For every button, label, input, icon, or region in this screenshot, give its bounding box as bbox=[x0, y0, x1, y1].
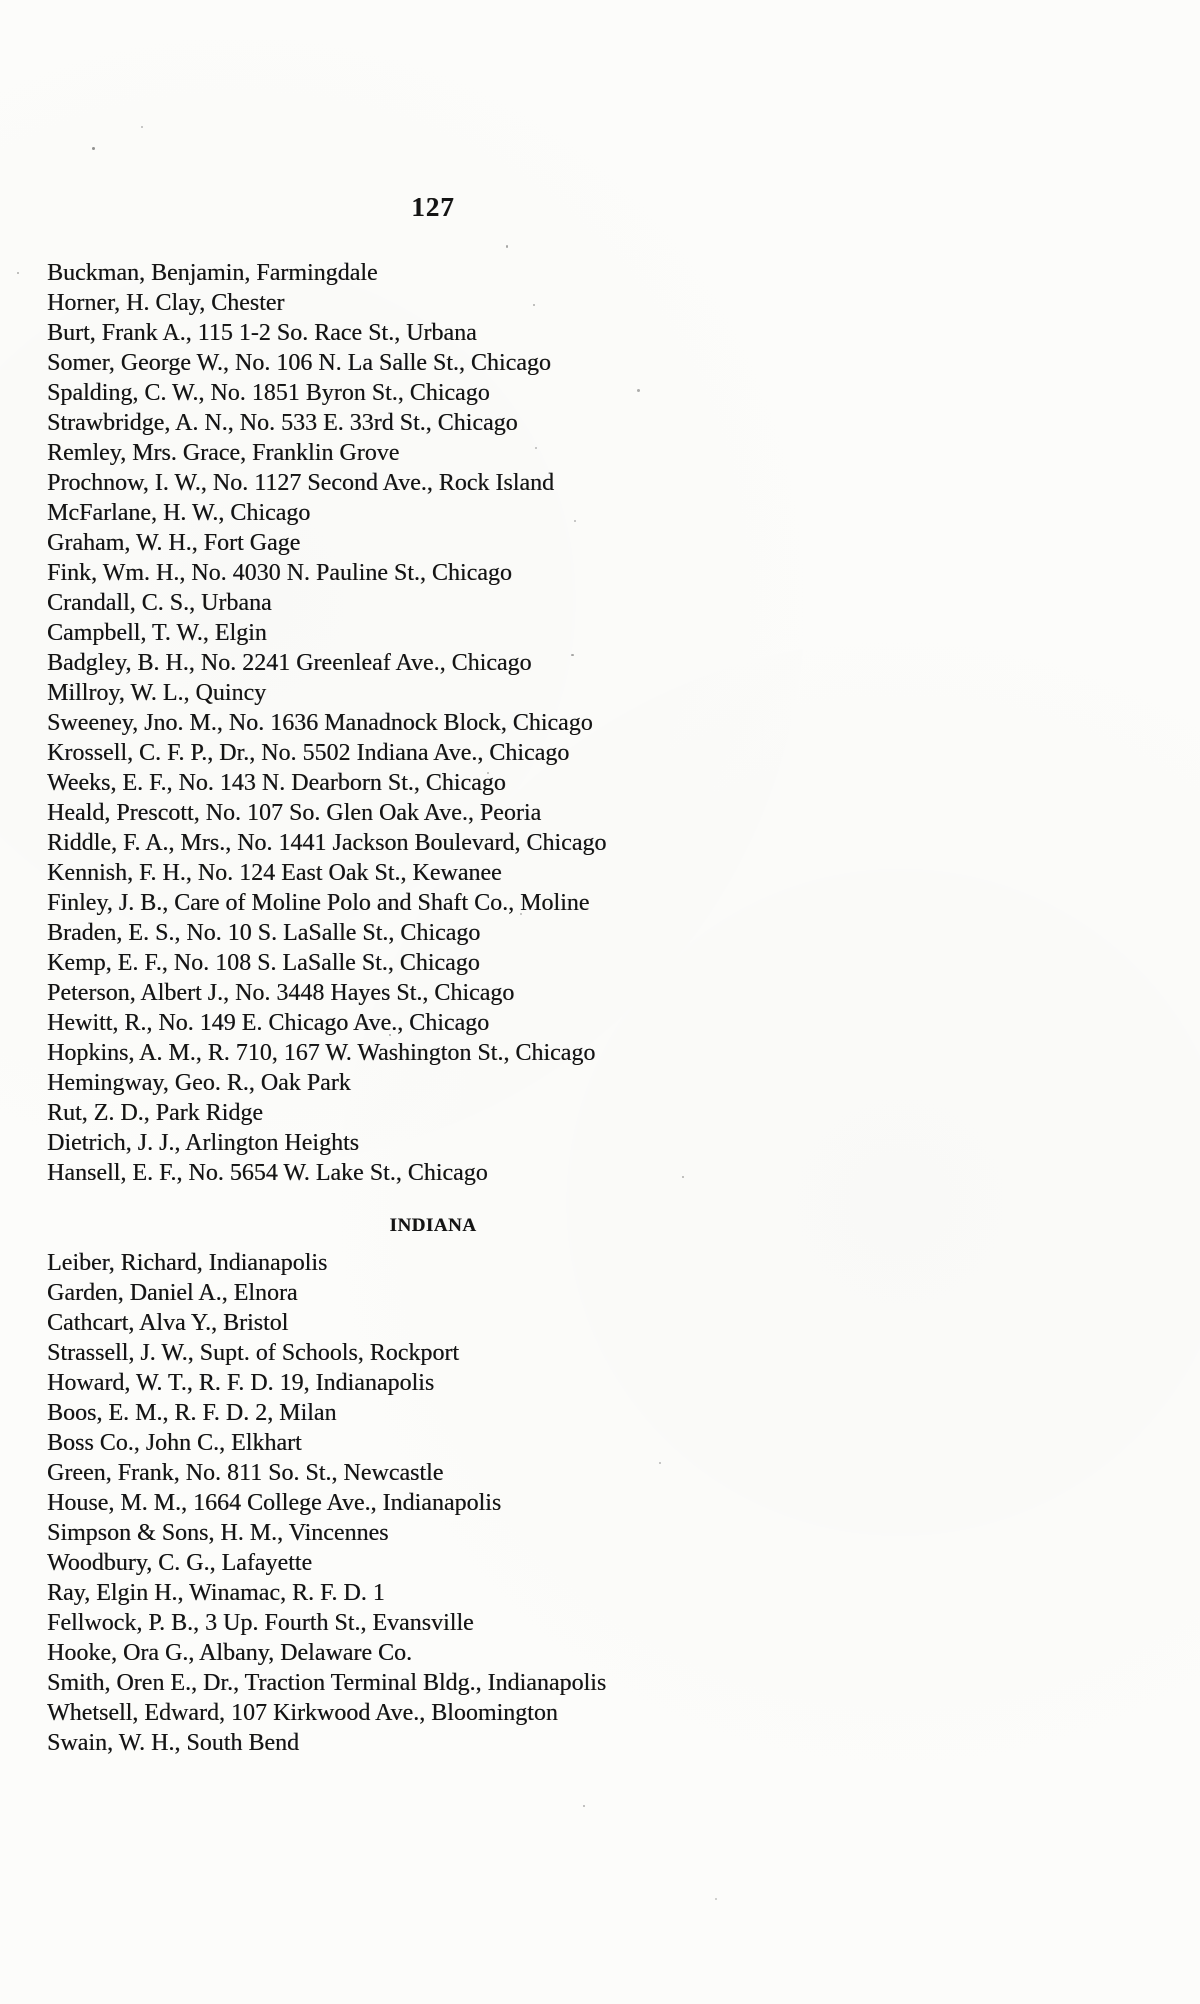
scan-speck bbox=[506, 245, 508, 248]
directory-entry: Millroy, W. L., Quincy bbox=[47, 680, 267, 706]
directory-entry: Cathcart, Alva Y., Bristol bbox=[47, 1310, 289, 1336]
scan-speck bbox=[487, 772, 489, 774]
scan-speck bbox=[574, 520, 576, 522]
directory-entry: Hansell, E. F., No. 5654 W. Lake St., Chicago bbox=[47, 1160, 488, 1186]
directory-entry: Green, Frank, No. 811 So. St., Newcastle bbox=[47, 1460, 444, 1486]
directory-entry: Strawbridge, A. N., No. 533 E. 33rd St., Chicago bbox=[47, 410, 518, 436]
directory-entry: Kennish, F. H., No. 124 East Oak St., Kewanee bbox=[47, 860, 502, 886]
directory-entry: Finley, J. B., Care of Moline Polo and Shaft Co., Moline bbox=[47, 890, 590, 916]
scan-speck bbox=[520, 913, 522, 915]
directory-entry: Whetsell, Edward, 107 Kirkwood Ave., Bloomington bbox=[47, 1700, 558, 1726]
directory-entry: Woodbury, C. G., Lafayette bbox=[47, 1550, 313, 1576]
directory-entry: Buckman, Benjamin, Farmingdale bbox=[47, 260, 378, 286]
directory-entry: Hooke, Ora G., Albany, Delaware Co. bbox=[47, 1640, 413, 1666]
directory-entry: Crandall, C. S., Urbana bbox=[47, 590, 272, 616]
directory-entry: Spalding, C. W., No. 1851 Byron St., Chicago bbox=[47, 380, 490, 406]
directory-entry: Weeks, E. F., No. 143 N. Dearborn St., Chicago bbox=[47, 770, 506, 796]
directory-entry: Riddle, F. A., Mrs., No. 1441 Jackson Boulevard, Chicago bbox=[47, 830, 607, 856]
directory-entry: Boos, E. M., R. F. D. 2, Milan bbox=[47, 1400, 337, 1426]
directory-entry: Ray, Elgin H., Winamac, R. F. D. 1 bbox=[47, 1580, 385, 1606]
directory-entry: Prochnow, I. W., No. 1127 Second Ave., Rock Island bbox=[47, 470, 555, 496]
scan-speck bbox=[535, 447, 537, 449]
directory-entry: Braden, E. S., No. 10 S. LaSalle St., Chicago bbox=[47, 920, 481, 946]
scan-speck bbox=[637, 389, 640, 392]
directory-entry: Dietrich, J. J., Arlington Heights bbox=[47, 1130, 359, 1156]
scan-speck bbox=[682, 1176, 684, 1178]
directory-entry: Fellwock, P. B., 3 Up. Fourth St., Evansville bbox=[47, 1610, 474, 1636]
directory-entry: Heald, Prescott, No. 107 So. Glen Oak Ave., Peoria bbox=[47, 800, 542, 826]
directory-entry: Horner, H. Clay, Chester bbox=[47, 290, 285, 316]
directory-entry: Remley, Mrs. Grace, Franklin Grove bbox=[47, 440, 400, 466]
directory-entry: Peterson, Albert J., No. 3448 Hayes St., Chicago bbox=[47, 980, 515, 1006]
directory-entry: Swain, W. H., South Bend bbox=[47, 1730, 300, 1756]
directory-entry: Hemingway, Geo. R., Oak Park bbox=[47, 1070, 351, 1096]
directory-entry: Fink, Wm. H., No. 4030 N. Pauline St., Chicago bbox=[47, 560, 512, 586]
directory-entry: Somer, George W., No. 106 N. La Salle St., Chicago bbox=[47, 350, 551, 376]
directory-entry: Boss Co., John C., Elkhart bbox=[47, 1430, 302, 1456]
section-heading-indiana: INDIANA bbox=[389, 1215, 477, 1236]
directory-entry: Hopkins, A. M., R. 710, 167 W. Washington St., Chicago bbox=[47, 1040, 596, 1066]
directory-entry: Burt, Frank A., 115 1-2 So. Race St., Urbana bbox=[47, 320, 477, 346]
directory-entry: Leiber, Richard, Indianapolis bbox=[47, 1250, 328, 1276]
scan-speck bbox=[659, 1462, 661, 1464]
entry-list-illinois bbox=[47, 258, 819, 1188]
directory-entry: House, M. M., 1664 College Ave., Indianapolis bbox=[47, 1490, 502, 1516]
directory-entry: Garden, Daniel A., Elnora bbox=[47, 1280, 298, 1306]
directory-entry: Simpson & Sons, H. M., Vincennes bbox=[47, 1520, 389, 1546]
scan-speck bbox=[17, 272, 19, 274]
directory-entry: Badgley, B. H., No. 2241 Greenleaf Ave., Chicago bbox=[47, 650, 532, 676]
scan-speck bbox=[389, 1034, 391, 1036]
scan-speck bbox=[571, 654, 574, 656]
directory-entry: Krossell, C. F. P., Dr., No. 5502 Indiana Ave., Chicago bbox=[47, 740, 570, 766]
scan-speck bbox=[141, 126, 143, 128]
directory-entry: Graham, W. H., Fort Gage bbox=[47, 530, 301, 556]
entry-list-indiana bbox=[47, 1248, 819, 1758]
directory-entry: Rut, Z. D., Park Ridge bbox=[47, 1100, 263, 1126]
directory-entry: Campbell, T. W., Elgin bbox=[47, 620, 267, 646]
scan-speck bbox=[583, 1805, 585, 1807]
directory-entry: Howard, W. T., R. F. D. 19, Indianapolis bbox=[47, 1370, 435, 1396]
directory-entry: Smith, Oren E., Dr., Traction Terminal Bldg., Indianapolis bbox=[47, 1670, 607, 1696]
directory-entry: Sweeney, Jno. M., No. 1636 Manadnock Block, Chicago bbox=[47, 710, 593, 736]
scan-speck bbox=[92, 147, 95, 150]
directory-entry: McFarlane, H. W., Chicago bbox=[47, 500, 311, 526]
directory-entry: Hewitt, R., No. 149 E. Chicago Ave., Chicago bbox=[47, 1010, 490, 1036]
directory-entry: Strassell, J. W., Supt. of Schools, Rockport bbox=[47, 1340, 460, 1366]
page-number: 127 bbox=[411, 192, 455, 222]
directory-content bbox=[47, 258, 819, 1758]
directory-entry: Kemp, E. F., No. 108 S. LaSalle St., Chicago bbox=[47, 950, 480, 976]
scan-speck bbox=[715, 1898, 717, 1900]
scan-speck bbox=[533, 304, 535, 306]
